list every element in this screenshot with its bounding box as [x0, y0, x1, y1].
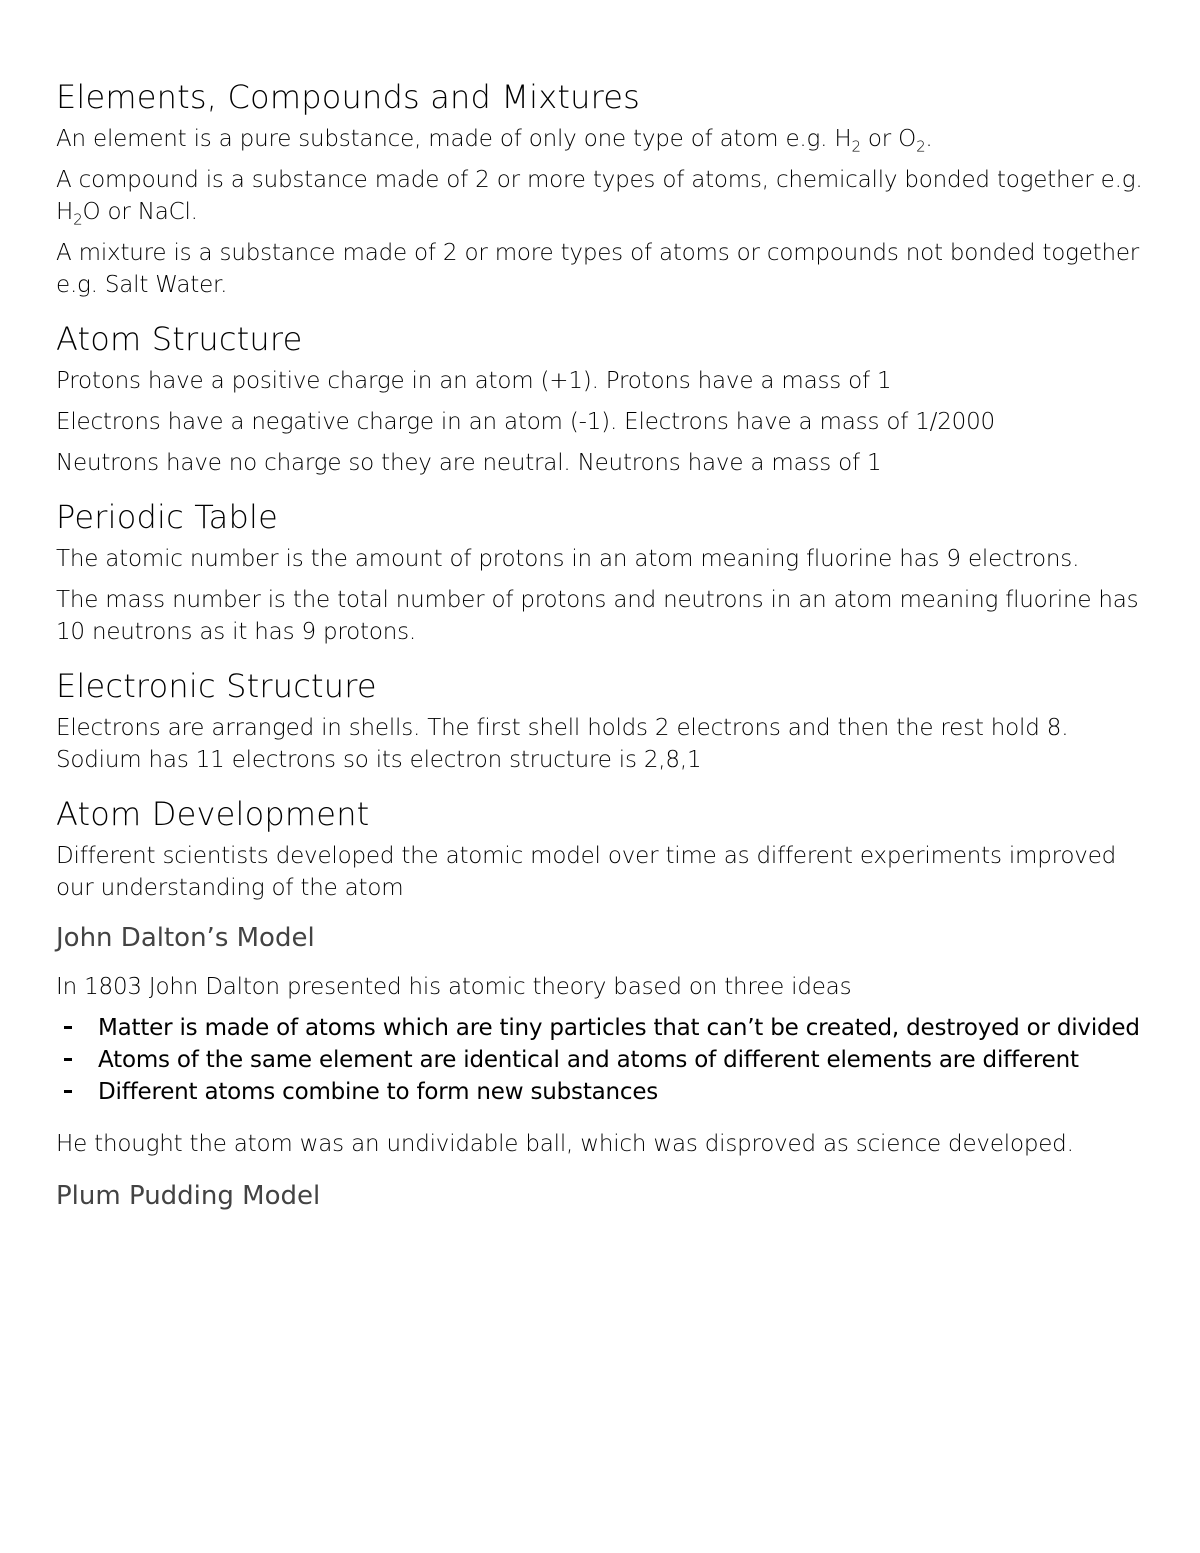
heading-elements-compounds-mixtures: Elements, Compounds and Mixtures: [56, 78, 641, 116]
paragraph-element-definition: [56, 123, 1146, 155]
paragraph-dalton-conclusion: He thought the atom was an undividable ball, which was disproved as science developed.: [56, 1131, 1074, 1157]
subheading-plum-pudding-model: Plum Pudding Model: [56, 1181, 321, 1211]
bullet-dash-icon: [64, 1058, 72, 1061]
paragraph-neutrons: Neutrons have no charge so they are neutral. Neutrons have a mass of 1: [56, 450, 882, 476]
heading-atom-structure: Atom Structure: [56, 320, 303, 358]
compound-text: A compound is a substance made of 2 or more types of atoms, chemically bonded together e.g. H: [56, 167, 1143, 225]
paragraph-dalton-intro: In 1803 John Dalton presented his atomic theory based on three ideas: [56, 974, 852, 1000]
paragraph-atomic-number: The atomic number is the amount of protons in an atom meaning fluorine has 9 electrons.: [56, 546, 1080, 572]
paragraph-electron-shells: Electrons are arranged in shells. The first shell holds 2 electrons and then the rest hold 8. Sodium has 11 electrons so its electron structure is 2,8,1: [56, 715, 1069, 773]
element-end: .: [925, 126, 933, 152]
compound-end: O or NaCl.: [82, 199, 198, 225]
paragraph-atom-development: Different scientists developed the atomic model over time as different experiments improved our understanding of the atom: [56, 843, 1117, 901]
list-item-text: Matter is made of atoms which are tiny particles that can’t be created, destroyed or divided: [98, 1015, 1140, 1041]
subscript: 2: [851, 137, 861, 156]
heading-periodic-table: Periodic Table: [56, 498, 278, 536]
list-item: [56, 1012, 1146, 1044]
paragraph-mass-number: The mass number is the total number of protons and neutrons in an atom meaning fluorine has 10 neutrons as it has 9 protons.: [56, 587, 1139, 645]
subscript: 2: [73, 210, 83, 229]
paragraph-protons: Protons have a positive charge in an atom (+1). Protons have a mass of 1: [56, 368, 892, 394]
document-page: [56, 0, 1146, 1214]
bullet-dash-icon: [64, 1090, 72, 1093]
bullet-dash-icon: [64, 1026, 72, 1029]
list-item-text: Atoms of the same element are identical and atoms of different elements are different: [98, 1047, 1079, 1073]
paragraph-mixture-definition: A mixture is a substance made of 2 or more types of atoms or compounds not bonded together e.g. Salt Water.: [56, 240, 1140, 298]
dalton-ideas-list: [56, 1012, 1146, 1108]
heading-electronic-structure: Electronic Structure: [56, 667, 377, 705]
paragraph-electrons: Electrons have a negative charge in an atom (-1). Electrons have a mass of 1/2000: [56, 409, 995, 435]
element-text: An element is a pure substance, made of only one type of atom e.g. H: [56, 126, 852, 152]
paragraph-compound-definition: [56, 164, 1146, 228]
subheading-dalton-model: John Dalton’s Model: [56, 923, 315, 953]
list-item-text: Different atoms combine to form new substances: [98, 1079, 659, 1105]
heading-atom-development: Atom Development: [56, 795, 370, 833]
list-item: [56, 1076, 1146, 1108]
subscript: 2: [916, 137, 926, 156]
list-item: [56, 1044, 1146, 1076]
element-mid: or O: [860, 126, 917, 152]
